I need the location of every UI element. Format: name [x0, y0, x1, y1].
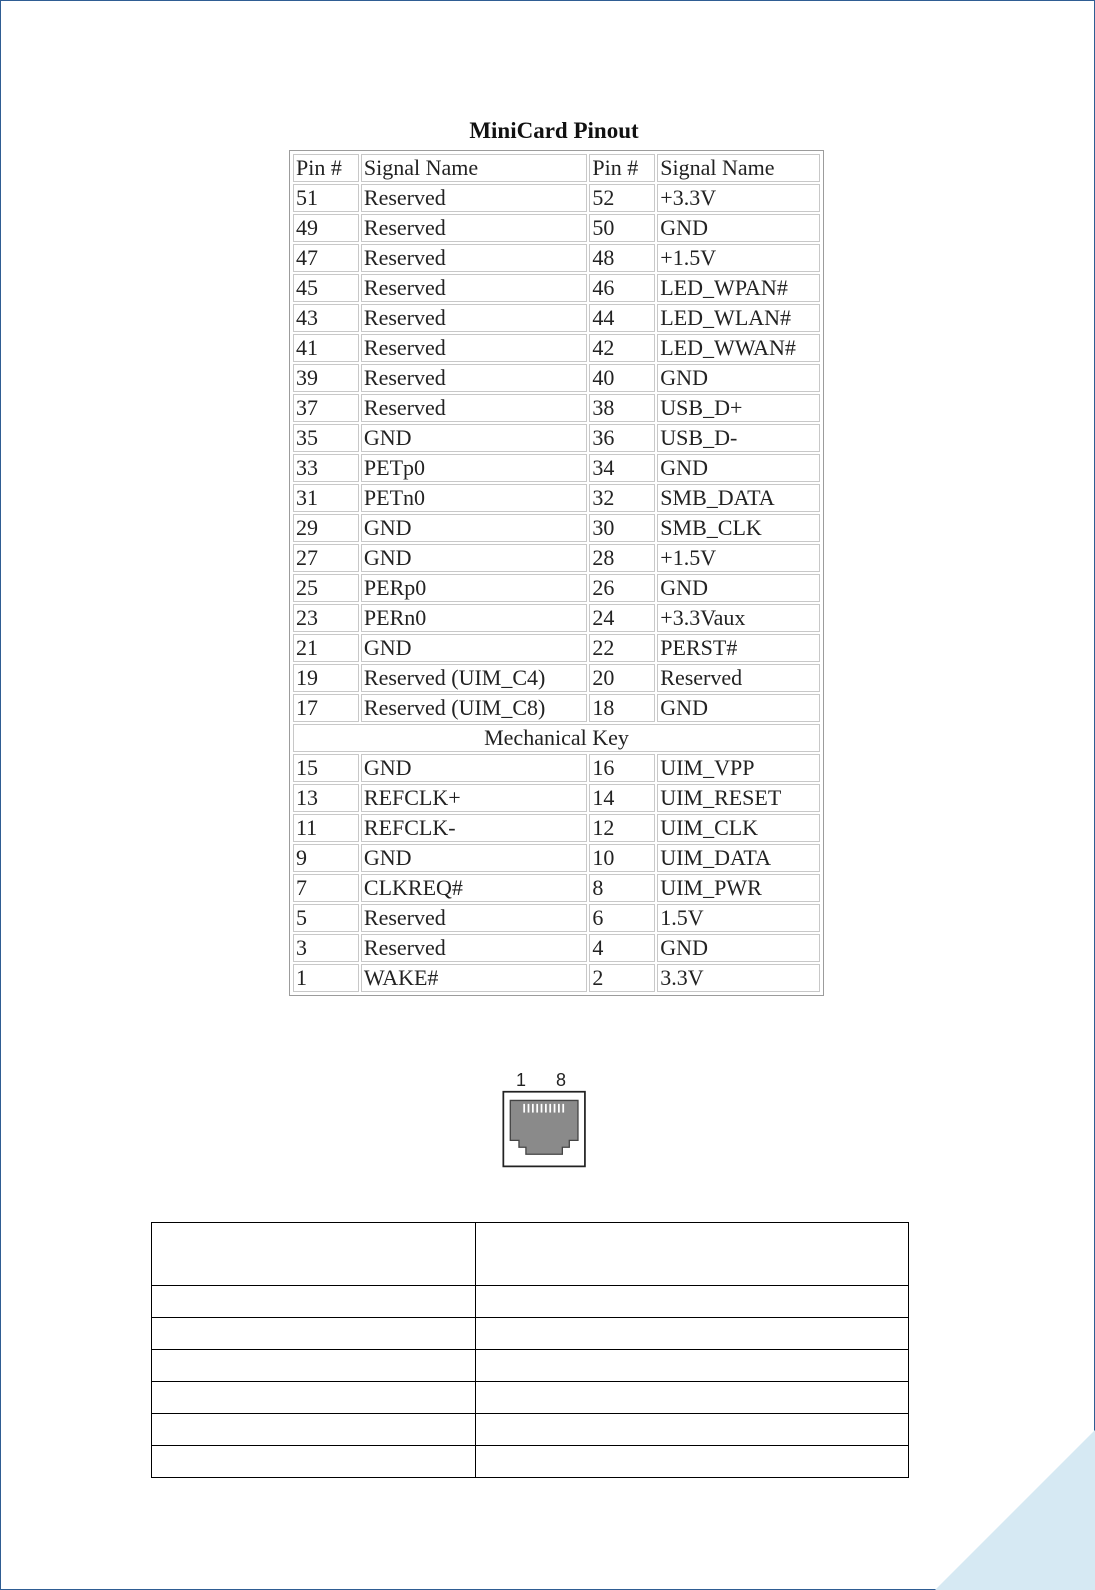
- pin-number-cell: 32: [589, 484, 655, 512]
- table-row: [152, 1446, 909, 1478]
- signal-name-cell: REFCLK-: [361, 814, 588, 842]
- pin-number-cell: 37: [293, 394, 359, 422]
- table-row: [293, 634, 820, 662]
- signal-name-cell: Reserved (UIM_C4): [361, 664, 588, 692]
- pin-number-cell: 28: [589, 544, 655, 572]
- signal-name-cell: Reserved: [361, 334, 588, 362]
- table-row: [293, 214, 820, 242]
- table-row: [293, 574, 820, 602]
- signal-name-cell: Reserved: [361, 274, 588, 302]
- table-row: [293, 904, 820, 932]
- pin-number-cell: 34: [589, 454, 655, 482]
- corner-decoration: [915, 1410, 1095, 1590]
- table-row: [152, 1286, 909, 1318]
- pin-number-cell: 18: [589, 694, 655, 722]
- table-cell: [152, 1286, 476, 1318]
- pin-number-cell: 45: [293, 274, 359, 302]
- table-row: [293, 454, 820, 482]
- pin-number-cell: 26: [589, 574, 655, 602]
- table-cell: [476, 1446, 909, 1478]
- signal-name-cell: Reserved: [361, 394, 588, 422]
- pin-number-cell: 8: [589, 874, 655, 902]
- table-row: [293, 424, 820, 452]
- pin-number-cell: Pin #: [589, 154, 655, 182]
- rj45-port-icon: [495, 1090, 595, 1182]
- table-row: [152, 1350, 909, 1382]
- table-row: [293, 604, 820, 632]
- signal-name-cell: PERST#: [657, 634, 820, 662]
- pin-number-cell: 47: [293, 244, 359, 272]
- signal-name-cell: USB_D+: [657, 394, 820, 422]
- signal-name-cell: GND: [657, 694, 820, 722]
- table-row: [293, 664, 820, 692]
- table-row: [293, 484, 820, 512]
- table-cell: [152, 1223, 476, 1286]
- signal-name-cell: GND: [657, 574, 820, 602]
- pin-number-cell: 23: [293, 604, 359, 632]
- table-cell: [152, 1382, 476, 1414]
- table-row: [293, 694, 820, 722]
- signal-name-cell: +1.5V: [657, 244, 820, 272]
- signal-name-cell: WAKE#: [361, 964, 588, 992]
- signal-name-cell: Reserved: [361, 364, 588, 392]
- table-row: [293, 544, 820, 572]
- signal-name-cell: USB_D-: [657, 424, 820, 452]
- signal-name-cell: LED_WWAN#: [657, 334, 820, 362]
- pinout-title: MiniCard Pinout: [469, 118, 639, 143]
- rj45-pin-labels: [516, 1070, 576, 1092]
- pin-number-cell: 9: [293, 844, 359, 872]
- table-cell: [476, 1382, 909, 1414]
- table-row: [293, 844, 820, 872]
- pin-number-cell: Pin #: [293, 154, 359, 182]
- pin-number-cell: 20: [589, 664, 655, 692]
- table-row: [293, 244, 820, 272]
- signal-name-cell: Reserved: [361, 184, 588, 212]
- pin-number-cell: 44: [589, 304, 655, 332]
- rj45-pin-1-label: 1: [516, 1070, 527, 1090]
- pin-number-cell: 7: [293, 874, 359, 902]
- signal-name-cell: UIM_RESET: [657, 784, 820, 812]
- table-row: [293, 874, 820, 902]
- signal-name-cell: GND: [657, 454, 820, 482]
- signal-name-cell: GND: [361, 844, 588, 872]
- pin-number-cell: 11: [293, 814, 359, 842]
- table-row: [293, 964, 820, 992]
- table-row: [293, 814, 820, 842]
- signal-name-cell: LED_WLAN#: [657, 304, 820, 332]
- signal-name-cell: +1.5V: [657, 544, 820, 572]
- signal-name-cell: GND: [657, 934, 820, 962]
- signal-name-cell: PETn0: [361, 484, 588, 512]
- pin-number-cell: 49: [293, 214, 359, 242]
- mechanical-key-row: [293, 724, 820, 752]
- table-row: [293, 334, 820, 362]
- table-row: [152, 1223, 909, 1286]
- pin-number-cell: 6: [589, 904, 655, 932]
- signal-name-cell: SMB_DATA: [657, 484, 820, 512]
- pin-number-cell: 35: [293, 424, 359, 452]
- signal-name-cell: Signal Name: [361, 154, 588, 182]
- pin-number-cell: 40: [589, 364, 655, 392]
- pin-number-cell: 43: [293, 304, 359, 332]
- pin-number-cell: 27: [293, 544, 359, 572]
- signal-name-cell: GND: [361, 544, 588, 572]
- mechanical-key-label: Mechanical Key: [293, 724, 820, 752]
- pin-number-cell: 10: [589, 844, 655, 872]
- table-row: [293, 364, 820, 392]
- table-cell: [152, 1318, 476, 1350]
- signal-name-cell: Reserved: [361, 214, 588, 242]
- table-row: [293, 184, 820, 212]
- signal-name-cell: GND: [361, 424, 588, 452]
- pin-number-cell: 21: [293, 634, 359, 662]
- pin-number-cell: 19: [293, 664, 359, 692]
- table-row: [152, 1414, 909, 1446]
- table-row: [152, 1318, 909, 1350]
- signal-name-cell: 1.5V: [657, 904, 820, 932]
- table-cell: [476, 1350, 909, 1382]
- table-cell: [152, 1350, 476, 1382]
- signal-name-cell: UIM_DATA: [657, 844, 820, 872]
- pinout-table: [289, 150, 824, 996]
- pin-number-cell: 52: [589, 184, 655, 212]
- pin-number-cell: 48: [589, 244, 655, 272]
- pin-number-cell: 25: [293, 574, 359, 602]
- signal-name-cell: Reserved: [361, 304, 588, 332]
- signal-name-cell: PERn0: [361, 604, 588, 632]
- pin-number-cell: 14: [589, 784, 655, 812]
- signal-name-cell: UIM_VPP: [657, 754, 820, 782]
- pin-number-cell: 2: [589, 964, 655, 992]
- pin-number-cell: 51: [293, 184, 359, 212]
- signal-name-cell: GND: [657, 364, 820, 392]
- pin-number-cell: 1: [293, 964, 359, 992]
- pin-number-cell: 41: [293, 334, 359, 362]
- pin-number-cell: 38: [589, 394, 655, 422]
- rj45-pin-8-label: 8: [556, 1070, 567, 1090]
- table-row: [293, 514, 820, 542]
- pin-number-cell: 24: [589, 604, 655, 632]
- signal-name-cell: GND: [657, 214, 820, 242]
- pin-number-cell: 42: [589, 334, 655, 362]
- pin-number-cell: 33: [293, 454, 359, 482]
- signal-name-cell: UIM_PWR: [657, 874, 820, 902]
- table-row: [293, 274, 820, 302]
- table-cell: [476, 1286, 909, 1318]
- signal-name-cell: GND: [361, 754, 588, 782]
- signal-name-cell: +3.3Vaux: [657, 604, 820, 632]
- signal-name-cell: Reserved (UIM_C8): [361, 694, 588, 722]
- pin-number-cell: 50: [589, 214, 655, 242]
- pin-number-cell: 29: [293, 514, 359, 542]
- table-row: [293, 394, 820, 422]
- pin-number-cell: 17: [293, 694, 359, 722]
- pin-number-cell: 39: [293, 364, 359, 392]
- pin-number-cell: 36: [589, 424, 655, 452]
- pin-number-cell: 13: [293, 784, 359, 812]
- signal-name-cell: Signal Name: [657, 154, 820, 182]
- signal-name-cell: LED_WPAN#: [657, 274, 820, 302]
- signal-name-cell: UIM_CLK: [657, 814, 820, 842]
- table-row: [293, 304, 820, 332]
- signal-name-cell: PERp0: [361, 574, 588, 602]
- table-cell: [476, 1318, 909, 1350]
- signal-name-cell: GND: [361, 514, 588, 542]
- rj45-pin-table: [151, 1222, 909, 1478]
- table-cell: [152, 1414, 476, 1446]
- signal-name-cell: GND: [361, 634, 588, 662]
- signal-name-cell: +3.3V: [657, 184, 820, 212]
- signal-name-cell: Reserved: [657, 664, 820, 692]
- pin-number-cell: 15: [293, 754, 359, 782]
- pin-number-cell: 12: [589, 814, 655, 842]
- table-row: [152, 1382, 909, 1414]
- pin-number-cell: 16: [589, 754, 655, 782]
- signal-name-cell: 3.3V: [657, 964, 820, 992]
- table-row: [293, 784, 820, 812]
- pin-number-cell: 30: [589, 514, 655, 542]
- pin-number-cell: 5: [293, 904, 359, 932]
- pin-number-cell: 46: [589, 274, 655, 302]
- signal-name-cell: CLKREQ#: [361, 874, 588, 902]
- table-header-row: [293, 154, 820, 182]
- signal-name-cell: Reserved: [361, 934, 588, 962]
- pin-number-cell: 4: [589, 934, 655, 962]
- pin-number-cell: 3: [293, 934, 359, 962]
- table-cell: [152, 1446, 476, 1478]
- signal-name-cell: Reserved: [361, 244, 588, 272]
- signal-name-cell: SMB_CLK: [657, 514, 820, 542]
- table-cell: [476, 1223, 909, 1286]
- table-cell: [476, 1414, 909, 1446]
- pin-number-cell: 31: [293, 484, 359, 512]
- table-row: [293, 934, 820, 962]
- table-row: [293, 754, 820, 782]
- pin-number-cell: 22: [589, 634, 655, 662]
- signal-name-cell: REFCLK+: [361, 784, 588, 812]
- signal-name-cell: PETp0: [361, 454, 588, 482]
- signal-name-cell: Reserved: [361, 904, 588, 932]
